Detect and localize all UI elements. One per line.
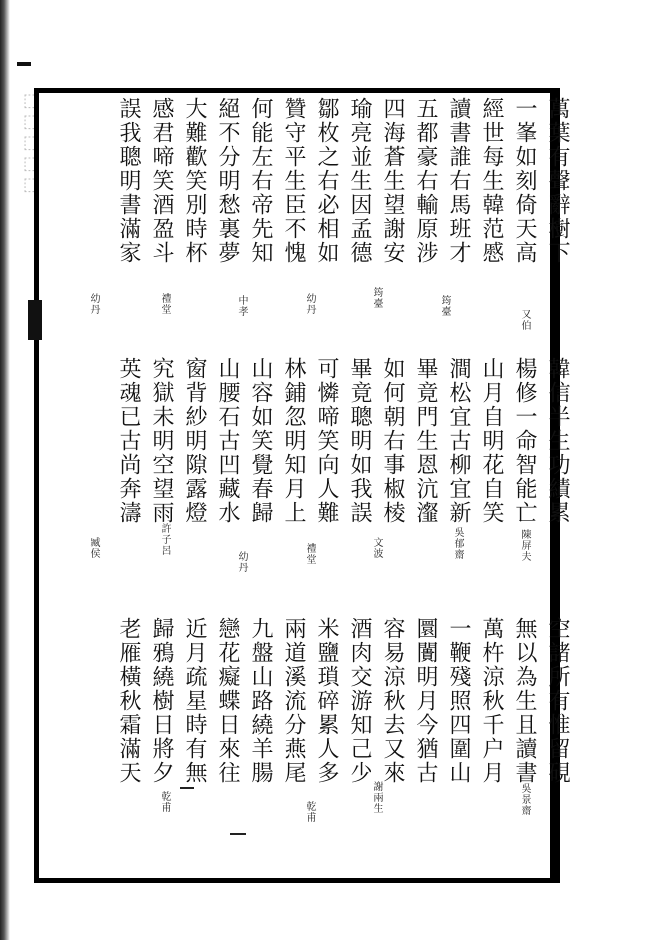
verse-column: 窗背紗明隙露燈 xyxy=(182,357,207,525)
verse-column: 歸鴉繞樹日將夕 xyxy=(149,617,174,785)
verse-column: 山月自明花自笑 xyxy=(479,357,504,525)
verse-column: 瑜亮並生因孟德 xyxy=(347,97,372,265)
verse-column: 畢竟聰明如我誤 xyxy=(347,357,372,525)
author-attribution: 乾甫 xyxy=(304,801,315,823)
verse-column: 萬葉有聲辭樹下 xyxy=(545,97,570,265)
author-attribution: 臧侯 xyxy=(88,537,99,559)
verse-column: 英魂已古尚奔濤 xyxy=(116,357,141,525)
author-attribution: 筠臺 xyxy=(371,287,382,309)
verse-column: 感君啼笑酒盈斗 xyxy=(149,97,174,265)
author-attribution: 謝兩生 xyxy=(371,781,382,814)
verse-column: 楊修一命智能亡 xyxy=(512,357,537,525)
author-attribution: 中孝 xyxy=(236,295,247,317)
verse-column: 如何朝右事椒棱 xyxy=(380,357,405,525)
verse-column: 老雁橫秋霜滿天 xyxy=(116,617,141,785)
verse-column: 一峯如刻倚天高 xyxy=(512,97,537,265)
verse-column: 絕不分明愁裏夢 xyxy=(215,97,240,265)
verse-column: 何能左右帝先知 xyxy=(248,97,273,265)
verse-column: 容易涼秋去又來 xyxy=(380,617,405,785)
verse-column: 兩道溪流分燕尾 xyxy=(281,617,306,785)
author-attribution: 許子呂 xyxy=(159,523,170,556)
author-attribution: 陳屏夫 xyxy=(519,529,530,562)
verse-column: 山容如笑覺春歸 xyxy=(248,357,273,525)
verse-column: 四海蒼生望謝安 xyxy=(380,97,405,265)
author-attribution: 幼丹 xyxy=(304,293,315,315)
author-attribution: 吳郁齋 xyxy=(452,527,463,560)
author-attribution: 吳景齋 xyxy=(519,783,530,816)
verse-column: 近月疏星時有無 xyxy=(182,617,207,785)
verse-column: 贊守平生臣不愧 xyxy=(281,97,306,265)
verse-column: 誤我聰明書滿家 xyxy=(116,97,141,265)
verse-column: 林鋪忽明知月上 xyxy=(281,357,306,525)
column-tick xyxy=(230,833,246,835)
verse-column: 戀花癡蝶日來往 xyxy=(215,617,240,785)
verse-column: 無以為生且讀書 xyxy=(512,617,537,785)
author-attribution: 幼丹 xyxy=(88,293,99,315)
author-attribution: 乾甫 xyxy=(159,791,170,813)
verse-column: 九盤山路繞羊腸 xyxy=(248,617,273,785)
verse-column: 讀書誰右馬班才 xyxy=(446,97,471,265)
author-attribution: 又伯 xyxy=(519,309,530,331)
verse-column: 究獄未明空望雨 xyxy=(149,357,174,525)
verse-column: 韓信半生功績累 xyxy=(545,357,570,525)
verse-column: 圜闠明月今猶古 xyxy=(413,617,438,785)
page-edge xyxy=(0,0,10,940)
author-attribution: 禮堂 xyxy=(159,293,170,315)
verse-column: 經世每生韓范慼 xyxy=(479,97,504,265)
verse-column: 酒肉交游知己少 xyxy=(347,617,372,785)
author-attribution: 禮堂 xyxy=(304,543,315,565)
author-attribution: 文波 xyxy=(371,537,382,559)
couplet-text-area xyxy=(40,97,570,877)
verse-column: 萬杵涼秋千户月 xyxy=(479,617,504,785)
author-attribution: 筠臺 xyxy=(439,295,450,317)
edge-mark xyxy=(17,62,31,66)
verse-column: 可憐啼笑向人難 xyxy=(314,357,339,525)
verse-column: 畢竟門生恩沆瀣 xyxy=(413,357,438,525)
verse-column: 澗松宜古柳宜新 xyxy=(446,357,471,525)
author-attribution: 幼丹 xyxy=(236,551,247,573)
verse-column: 鄒枚之右必相如 xyxy=(314,97,339,265)
verse-column: 米鹽瑣碎累人多 xyxy=(314,617,339,785)
bleed-through-text: ⬚⬚⬚⬚⬚ xyxy=(21,90,42,195)
verse-column: 五都豪右輸原涉 xyxy=(413,97,438,265)
verse-column: 空諸所有惟留硯 xyxy=(545,617,570,785)
verse-column: 山腰石古凹藏水 xyxy=(215,357,240,525)
verse-column: 一鞭殘照四圍山 xyxy=(446,617,471,785)
verse-column: 大難歡笑別時杯 xyxy=(182,97,207,265)
column-tick xyxy=(180,787,194,789)
